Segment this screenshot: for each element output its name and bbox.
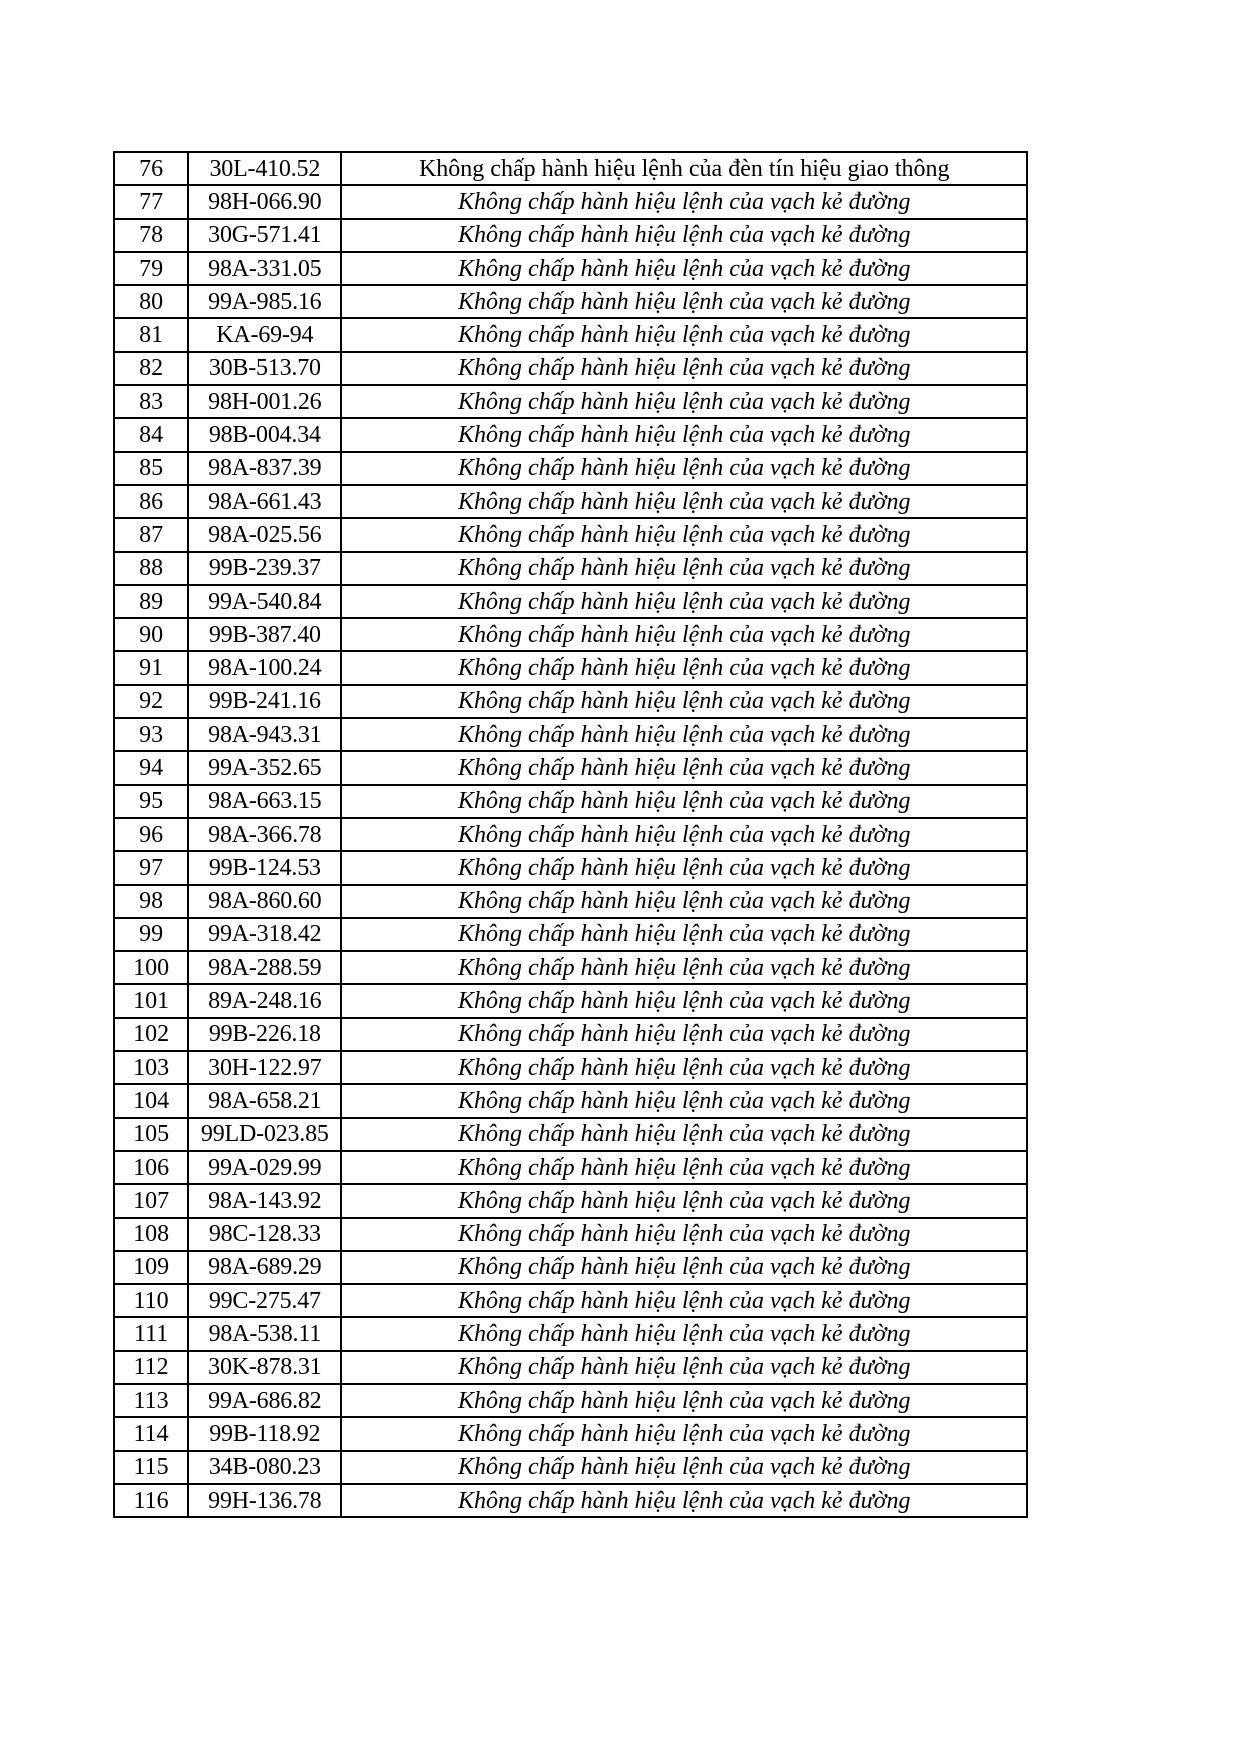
violation-cell: Không chấp hành hiệu lệnh của vạch kẻ đường [341,718,1027,751]
license-plate-cell: KA-69-94 [188,318,341,351]
violation-cell: Không chấp hành hiệu lệnh của vạch kẻ đường [341,1284,1027,1317]
violation-cell: Không chấp hành hiệu lệnh của vạch kẻ đường [341,1118,1027,1151]
violation-cell: Không chấp hành hiệu lệnh của vạch kẻ đường [341,951,1027,984]
table-row [114,152,1027,185]
row-number-cell: 116 [114,1484,188,1517]
license-plate-cell: 98A-663.15 [188,785,341,818]
table-row [114,651,1027,684]
table-row [114,518,1027,551]
row-number-cell: 106 [114,1151,188,1184]
table-row [114,1384,1027,1417]
table-row [114,1351,1027,1384]
row-number-cell: 81 [114,318,188,351]
row-number-cell: 90 [114,618,188,651]
table-row [114,1284,1027,1317]
table-row [114,618,1027,651]
violation-cell: Không chấp hành hiệu lệnh của vạch kẻ đường [341,352,1027,385]
violation-cell: Không chấp hành hiệu lệnh của vạch kẻ đường [341,651,1027,684]
table-row [114,1484,1027,1517]
violation-cell: Không chấp hành hiệu lệnh của vạch kẻ đường [341,1484,1027,1517]
row-number-cell: 82 [114,352,188,385]
violation-cell: Không chấp hành hiệu lệnh của vạch kẻ đường [341,1184,1027,1217]
row-number-cell: 87 [114,518,188,551]
license-plate-cell: 30G-571.41 [188,219,341,252]
violation-cell: Không chấp hành hiệu lệnh của vạch kẻ đường [341,751,1027,784]
license-plate-cell: 99A-540.84 [188,585,341,618]
row-number-cell: 113 [114,1384,188,1417]
violation-cell: Không chấp hành hiệu lệnh của vạch kẻ đường [341,518,1027,551]
row-number-cell: 86 [114,485,188,518]
license-plate-cell: 99B-124.53 [188,851,341,884]
violation-cell: Không chấp hành hiệu lệnh của vạch kẻ đường [341,1084,1027,1117]
violation-cell: Không chấp hành hiệu lệnh của vạch kẻ đường [341,851,1027,884]
row-number-cell: 77 [114,185,188,218]
license-plate-cell: 98H-066.90 [188,185,341,218]
row-number-cell: 78 [114,219,188,252]
violation-cell: Không chấp hành hiệu lệnh của vạch kẻ đường [341,485,1027,518]
row-number-cell: 94 [114,751,188,784]
license-plate-cell: 98A-860.60 [188,885,341,918]
license-plate-cell: 30K-878.31 [188,1351,341,1384]
table-row [114,1018,1027,1051]
table-row [114,585,1027,618]
violation-cell: Không chấp hành hiệu lệnh của vạch kẻ đường [341,1384,1027,1417]
license-plate-cell: 98A-366.78 [188,818,341,851]
row-number-cell: 98 [114,885,188,918]
table-row [114,485,1027,518]
license-plate-cell: 98A-331.05 [188,252,341,285]
violation-cell: Không chấp hành hiệu lệnh của vạch kẻ đường [341,818,1027,851]
license-plate-cell: 99A-029.99 [188,1151,341,1184]
table-row [114,1417,1027,1450]
violation-cell: Không chấp hành hiệu lệnh của vạch kẻ đường [341,385,1027,418]
license-plate-cell: 98A-288.59 [188,951,341,984]
violation-cell: Không chấp hành hiệu lệnh của vạch kẻ đường [341,1251,1027,1284]
violation-cell: Không chấp hành hiệu lệnh của vạch kẻ đường [341,185,1027,218]
table-row [114,918,1027,951]
license-plate-cell: 98A-837.39 [188,452,341,485]
table-row [114,285,1027,318]
license-plate-cell: 34B-080.23 [188,1451,341,1484]
table-row [114,1151,1027,1184]
row-number-cell: 111 [114,1317,188,1350]
license-plate-cell: 99A-686.82 [188,1384,341,1417]
table-row [114,751,1027,784]
violation-cell: Không chấp hành hiệu lệnh của vạch kẻ đường [341,1218,1027,1251]
license-plate-cell: 99LD-023.85 [188,1118,341,1151]
violation-cell: Không chấp hành hiệu lệnh của vạch kẻ đường [341,984,1027,1017]
license-plate-cell: 98H-001.26 [188,385,341,418]
row-number-cell: 115 [114,1451,188,1484]
table-row [114,1184,1027,1217]
row-number-cell: 79 [114,252,188,285]
table-row [114,951,1027,984]
table-row [114,818,1027,851]
license-plate-cell: 98A-661.43 [188,485,341,518]
table-row [114,1218,1027,1251]
license-plate-cell: 98A-538.11 [188,1317,341,1350]
violation-cell: Không chấp hành hiệu lệnh của vạch kẻ đường [341,1317,1027,1350]
row-number-cell: 104 [114,1084,188,1117]
table-row [114,718,1027,751]
table-row [114,318,1027,351]
row-number-cell: 83 [114,385,188,418]
violation-cell: Không chấp hành hiệu lệnh của vạch kẻ đường [341,252,1027,285]
row-number-cell: 108 [114,1218,188,1251]
table-row [114,1118,1027,1151]
row-number-cell: 85 [114,452,188,485]
license-plate-cell: 99A-318.42 [188,918,341,951]
license-plate-cell: 89A-248.16 [188,984,341,1017]
row-number-cell: 84 [114,418,188,451]
license-plate-cell: 98A-025.56 [188,518,341,551]
row-number-cell: 88 [114,552,188,585]
license-plate-cell: 99A-985.16 [188,285,341,318]
violation-cell: Không chấp hành hiệu lệnh của vạch kẻ đường [341,618,1027,651]
violation-cell: Không chấp hành hiệu lệnh của vạch kẻ đường [341,452,1027,485]
license-plate-cell: 99B-118.92 [188,1417,341,1450]
violation-cell: Không chấp hành hiệu lệnh của vạch kẻ đường [341,219,1027,252]
table-row [114,851,1027,884]
violations-table [113,151,1028,1518]
row-number-cell: 102 [114,1018,188,1051]
table-row [114,1451,1027,1484]
table-row [114,885,1027,918]
license-plate-cell: 98A-658.21 [188,1084,341,1117]
table-row [114,352,1027,385]
license-plate-cell: 99H-136.78 [188,1484,341,1517]
row-number-cell: 76 [114,152,188,185]
license-plate-cell: 99A-352.65 [188,751,341,784]
license-plate-cell: 99C-275.47 [188,1284,341,1317]
violation-cell: Không chấp hành hiệu lệnh của vạch kẻ đường [341,1051,1027,1084]
table-row [114,1051,1027,1084]
violation-cell: Không chấp hành hiệu lệnh của vạch kẻ đường [341,1018,1027,1051]
license-plate-cell: 98A-943.31 [188,718,341,751]
license-plate-cell: 99B-387.40 [188,618,341,651]
violation-cell: Không chấp hành hiệu lệnh của vạch kẻ đường [341,1451,1027,1484]
table-row [114,252,1027,285]
violation-cell: Không chấp hành hiệu lệnh của vạch kẻ đường [341,918,1027,951]
license-plate-cell: 98C-128.33 [188,1218,341,1251]
table-row [114,185,1027,218]
violation-cell: Không chấp hành hiệu lệnh của vạch kẻ đường [341,685,1027,718]
violation-cell: Không chấp hành hiệu lệnh của vạch kẻ đường [341,1351,1027,1384]
row-number-cell: 105 [114,1118,188,1151]
license-plate-cell: 98A-100.24 [188,651,341,684]
violation-cell: Không chấp hành hiệu lệnh của vạch kẻ đường [341,318,1027,351]
row-number-cell: 103 [114,1051,188,1084]
table-row [114,418,1027,451]
table-row [114,785,1027,818]
violation-cell: Không chấp hành hiệu lệnh của vạch kẻ đường [341,418,1027,451]
license-plate-cell: 98B-004.34 [188,418,341,451]
table-row [114,385,1027,418]
license-plate-cell: 30H-122.97 [188,1051,341,1084]
license-plate-cell: 99B-239.37 [188,552,341,585]
row-number-cell: 93 [114,718,188,751]
row-number-cell: 92 [114,685,188,718]
table-row [114,452,1027,485]
row-number-cell: 100 [114,951,188,984]
violation-cell: Không chấp hành hiệu lệnh của vạch kẻ đường [341,785,1027,818]
violation-cell: Không chấp hành hiệu lệnh của vạch kẻ đường [341,1417,1027,1450]
row-number-cell: 95 [114,785,188,818]
row-number-cell: 114 [114,1417,188,1450]
row-number-cell: 91 [114,651,188,684]
violation-cell: Không chấp hành hiệu lệnh của vạch kẻ đường [341,885,1027,918]
table-row [114,685,1027,718]
row-number-cell: 89 [114,585,188,618]
license-plate-cell: 98A-689.29 [188,1251,341,1284]
license-plate-cell: 30B-513.70 [188,352,341,385]
row-number-cell: 96 [114,818,188,851]
violation-cell: Không chấp hành hiệu lệnh của vạch kẻ đường [341,585,1027,618]
row-number-cell: 110 [114,1284,188,1317]
violation-cell: Không chấp hành hiệu lệnh của vạch kẻ đường [341,552,1027,585]
row-number-cell: 97 [114,851,188,884]
license-plate-cell: 30L-410.52 [188,152,341,185]
table-row [114,1251,1027,1284]
license-plate-cell: 99B-226.18 [188,1018,341,1051]
table-row [114,1317,1027,1350]
table-row [114,1084,1027,1117]
table-row [114,984,1027,1017]
row-number-cell: 112 [114,1351,188,1384]
license-plate-cell: 98A-143.92 [188,1184,341,1217]
row-number-cell: 80 [114,285,188,318]
row-number-cell: 107 [114,1184,188,1217]
violation-cell: Không chấp hành hiệu lệnh của đèn tín hiệu giao thông [341,152,1027,185]
row-number-cell: 101 [114,984,188,1017]
table-body [114,152,1027,1517]
violation-cell: Không chấp hành hiệu lệnh của vạch kẻ đường [341,1151,1027,1184]
table-row [114,219,1027,252]
license-plate-cell: 99B-241.16 [188,685,341,718]
row-number-cell: 109 [114,1251,188,1284]
row-number-cell: 99 [114,918,188,951]
table-row [114,552,1027,585]
violation-cell: Không chấp hành hiệu lệnh của vạch kẻ đường [341,285,1027,318]
